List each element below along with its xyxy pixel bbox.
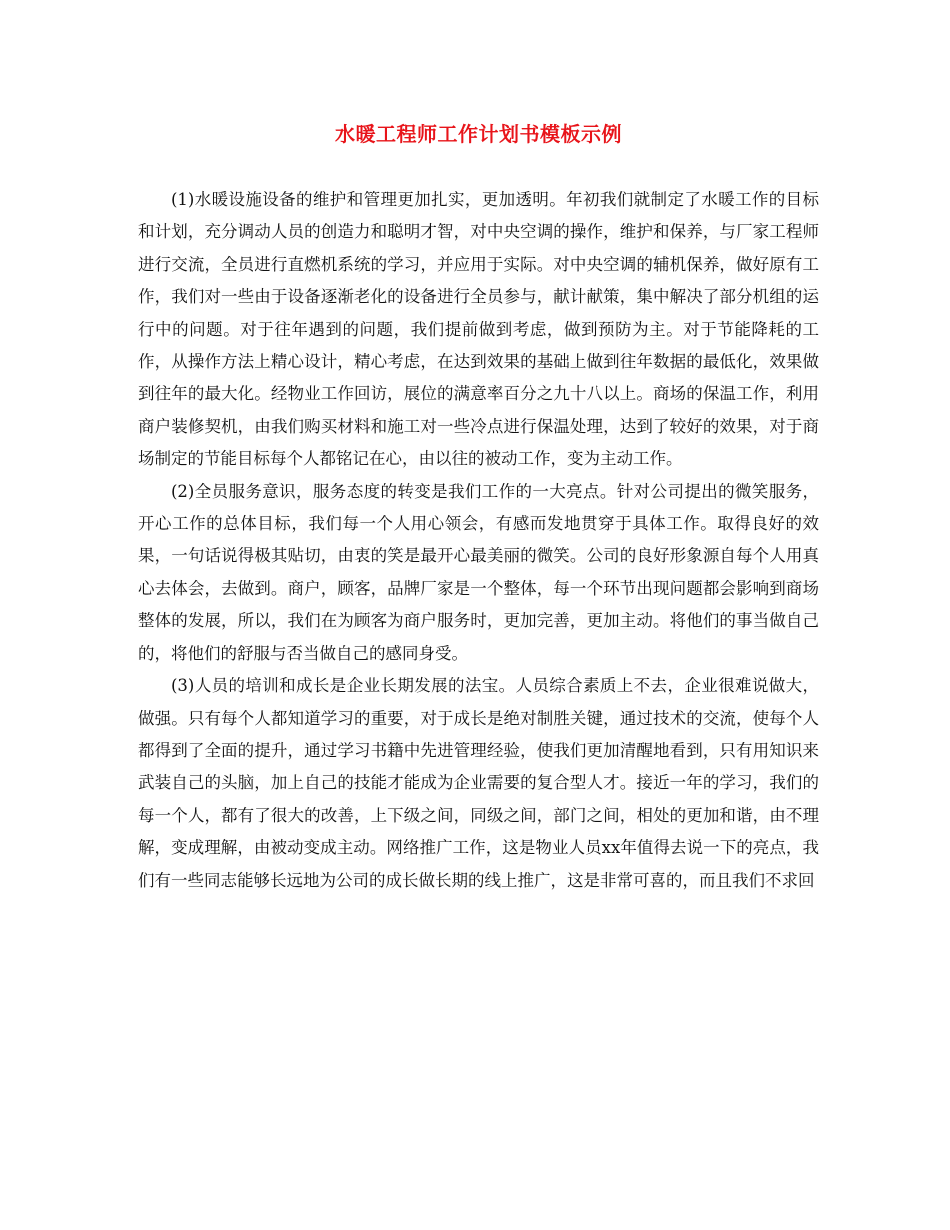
document-title: 水暖工程师工作计划书模板示例 (335, 122, 622, 146)
paragraph-3: (3)人员的培训和成长是企业长期发展的法宝。人员综合素质上不去，企业很难说做大，做强。只有每个人都知道学习的重要，对于成长是绝对制胜关键，通过技术的交流，使每个人都得到了全面的提升，通过学习书籍中先进管理经验，使我们更加清醒地看到，只有用知识来武装自己的头脑，加上自己的技能才能成为企业需要的复合型人才。接近一年的学习，我们的每一个人，都有了很大的改善，上下级之间，同级之间，部门之间，相处的更加和谐，由不理解，变成理解，由被动变成主动。网络推广工作，这是物业人员xx年值得去说一下的亮点，我们有一些同志能够长远地为公司的成长做长期的线上推广，这是非常可喜的，而且我们不求回 (138, 676, 819, 890)
paragraph-1: (1)水暖设施设备的维护和管理更加扎实，更加透明。年初我们就制定了水暖工作的目标和计划，充分调动人员的创造力和聪明才智，对中央空调的操作，维护和保养，与厂家工程师进行交流，全员进行直燃机系统的学习，并应用于实际。对中央空调的辅机保养，做好原有工作，我们对一些由于设备逐渐老化的设备进行全员参与，献计献策，集中解决了部分机组的运行中的问题。对于往年遇到的问题，我们提前做到考虑，做到预防为主。对于节能降耗的工作，从操作方法上精心设计，精心考虑，在达到效果的基础上做到往年数据的最低化，效果做到往年的最大化。经物业工作回访，展位的满意率百分之九十八以上。商场的保温工作，利用商户装修契机，由我们购买材料和施工对一些冷点进行保温处理，达到了较好的效果，对于商场制定的节能目标每个人都铭记在心，由以往的被动工作，变为主动工作。 (138, 190, 819, 469)
document-body (138, 184, 819, 897)
paragraph-2: (2)全员服务意识，服务态度的转变是我们工作的一大亮点。针对公司提出的微笑服务，开心工作的总体目标，我们每一个人用心领会，有感而发地贯穿于具体工作。取得良好的效果，一句话说得极其贴切，由衷的笑是最开心最美丽的微笑。公司的良好形象源自每个人用真心去体会，去做到。商户，顾客，品牌厂家是一个整体，每一个环节出现问题都会影响到商场整体的发展，所以，我们在为顾客为商户服务时，更加完善，更加主动。将他们的事当做自己的，将他们的舒服与否当做自己的感同身受。 (138, 481, 819, 663)
